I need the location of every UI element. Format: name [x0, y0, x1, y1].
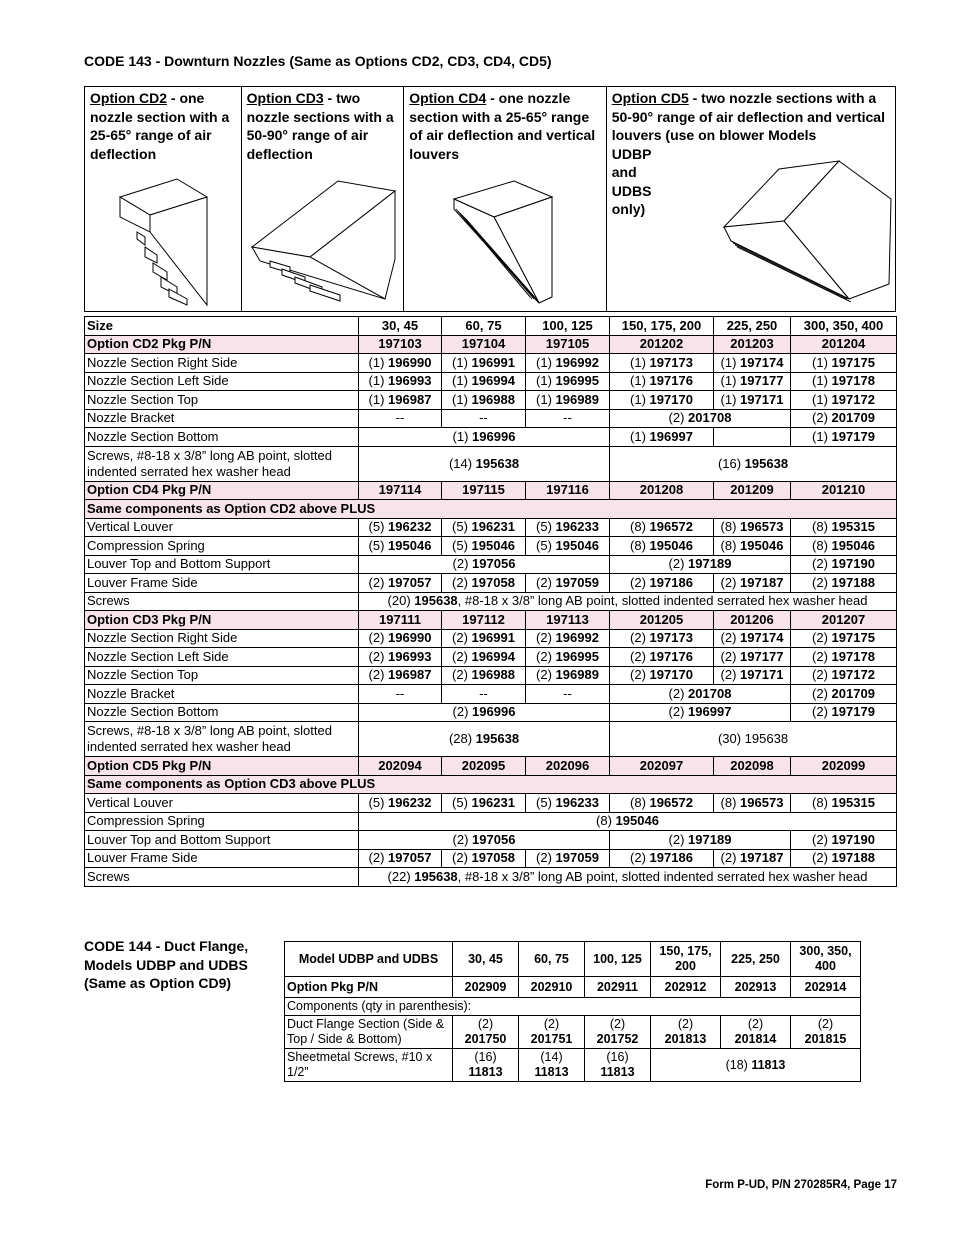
row-label: Louver Top and Bottom Support: [85, 555, 359, 574]
pn-cell: 197114: [359, 481, 442, 500]
qty-cell: (2) 201709: [791, 685, 897, 704]
table-row: [85, 685, 897, 704]
row-label: Nozzle Bracket: [85, 685, 359, 704]
pn-cell: 201206: [714, 611, 791, 630]
row-label: Nozzle Section Left Side: [85, 648, 359, 667]
qty-cell: (2) 196995: [526, 648, 610, 667]
qty-cell: (1) 196991: [442, 354, 526, 373]
qty-cell: (5) 196233: [526, 518, 610, 537]
pn-cell: 201204: [791, 335, 897, 354]
pn-cell: 197116: [526, 481, 610, 500]
qty-cell: (14) 195638: [359, 446, 610, 481]
cd5-pkg-row: [85, 757, 897, 776]
qty-cell: (8) 196572: [610, 794, 714, 813]
table-row: [85, 831, 897, 850]
pn-cell: 202095: [442, 757, 526, 776]
pn-cell: 197115: [442, 481, 526, 500]
qty-cell: (30) 195638: [610, 722, 897, 757]
model-row: [285, 942, 861, 977]
size-cell: 150, 175, 200: [651, 942, 721, 977]
table-row: [85, 629, 897, 648]
table-row: [85, 794, 897, 813]
pn-cell: 202909: [453, 977, 519, 998]
size-cell: 30, 45: [453, 942, 519, 977]
cd4-pkg-label: Option CD4 Pkg P/N: [85, 481, 359, 500]
qty-cell: (2) 201708: [610, 685, 791, 704]
table-row: [85, 648, 897, 667]
table-row: [85, 372, 897, 391]
qty-cell: (8) 195315: [791, 794, 897, 813]
option-cd5-model-2: UDBS: [611, 182, 652, 199]
qty-cell: (5) 195046: [359, 537, 442, 556]
qty-cell: (2) 197059: [526, 849, 610, 868]
pn-cell: 197105: [526, 335, 610, 354]
qty-cell: (2) 197172: [791, 666, 897, 685]
qty-cell: (2) 197058: [442, 574, 526, 593]
table-row: [85, 703, 897, 722]
size-cell: 225, 250: [714, 317, 791, 336]
table-row: [85, 537, 897, 556]
row-label: Screws, #8-18 x 3/8” long AB point, slotted indented serrated hex washer head: [85, 446, 359, 481]
qty-cell: (1) 196993: [359, 372, 442, 391]
qty-cell: (8) 196572: [610, 518, 714, 537]
option-cd3-desc: - two nozzle sections with a 50-90° range of air deflection: [246, 90, 394, 162]
pn-cell: 201209: [714, 481, 791, 500]
table-row: [285, 1049, 861, 1082]
option-cd4-panel: [404, 87, 607, 311]
qty-cell: (1) 196987: [359, 391, 442, 410]
size-cell: 150, 175, 200: [610, 317, 714, 336]
pn-cell: 202098: [714, 757, 791, 776]
qty-cell: (2) 197188: [791, 849, 897, 868]
qty-cell: (2) 196997: [610, 703, 791, 722]
components-row: [285, 998, 861, 1016]
size-label: Size: [85, 317, 359, 336]
pn-cell: 197111: [359, 611, 442, 630]
row-label: Nozzle Section Right Side: [85, 629, 359, 648]
qty-cell: (18) 11813: [651, 1049, 861, 1082]
option-cd3-panel: [242, 87, 405, 311]
row-label: Screws: [85, 868, 359, 887]
qty-cell: (2) 197057: [359, 849, 442, 868]
pn-cell: 197103: [359, 335, 442, 354]
option-illustrations: [84, 86, 896, 312]
qty-cell: --: [359, 409, 442, 428]
row-label: Nozzle Bracket: [85, 409, 359, 428]
pn-cell: 202096: [526, 757, 610, 776]
page-heading: CODE 143 - Downturn Nozzles (Same as Options CD2, CD3, CD4, CD5): [84, 53, 552, 69]
qty-cell: (2) 197171: [714, 666, 791, 685]
qty-cell: (2) 197187: [714, 849, 791, 868]
qty-cell: (5) 196232: [359, 794, 442, 813]
qty-cell: (1) 197176: [610, 372, 714, 391]
option-cd5-and: and: [611, 164, 637, 180]
qty-cell: (28) 195638: [359, 722, 610, 757]
row-label: Screws: [85, 592, 359, 611]
qty-cell: (1) 197170: [610, 391, 714, 410]
qty-cell: (2) 197059: [526, 574, 610, 593]
row-label: Nozzle Section Top: [85, 666, 359, 685]
qty-cell: (2) 196988: [442, 666, 526, 685]
option-cd5-only: only): [611, 201, 646, 217]
qty-cell: (2) 196990: [359, 629, 442, 648]
option-cd5-name: Option CD5: [611, 90, 689, 106]
row-label: Louver Frame Side: [85, 574, 359, 593]
qty-cell: (2) 197176: [610, 648, 714, 667]
qty-cell: (2) 197189: [610, 555, 791, 574]
qty-cell: (1) 197174: [714, 354, 791, 373]
downturn-nozzle-table: [84, 316, 897, 887]
option-cd5-panel: [607, 87, 895, 311]
pn-cell: 201207: [791, 611, 897, 630]
qty-cell: --: [526, 409, 610, 428]
qty-cell: (1) 196996: [359, 428, 610, 447]
qty-cell: (8) 196573: [714, 518, 791, 537]
table-row: [85, 555, 897, 574]
row-label: Compression Spring: [85, 812, 359, 831]
qty-cell: (1) 196994: [442, 372, 526, 391]
pn-cell: 201202: [610, 335, 714, 354]
table-row: [85, 722, 897, 757]
components-label: Components (qty in parenthesis):: [285, 998, 861, 1016]
qty-cell: (14) 11813: [519, 1049, 585, 1082]
table-row: [85, 592, 897, 611]
qty-cell: (5) 195046: [526, 537, 610, 556]
cd4-pkg-row: [85, 481, 897, 500]
qty-cell: (5) 196233: [526, 794, 610, 813]
pn-cell: 202099: [791, 757, 897, 776]
qty-cell: (1) 197178: [791, 372, 897, 391]
nozzle-cd4-illustration: [444, 179, 564, 307]
cd5-pkg-label: Option CD5 Pkg P/N: [85, 757, 359, 776]
table-row: [85, 391, 897, 410]
qty-cell: (2) 197058: [442, 849, 526, 868]
option-cd2-desc: - one nozzle section with a 25-65° range of air deflection: [90, 90, 230, 162]
qty-cell: (1) 197172: [791, 391, 897, 410]
pn-cell: 201203: [714, 335, 791, 354]
pn-cell: 201205: [610, 611, 714, 630]
qty-cell: (1) 197173: [610, 354, 714, 373]
qty-cell: (5) 196231: [442, 794, 526, 813]
qty-cell: (1) 196990: [359, 354, 442, 373]
cd3-pkg-row: [85, 611, 897, 630]
qty-cell: (16) 11813: [453, 1049, 519, 1082]
row-label: Nozzle Section Bottom: [85, 428, 359, 447]
pn-cell: 201210: [791, 481, 897, 500]
row-label: Vertical Louver: [85, 794, 359, 813]
table-row: [85, 354, 897, 373]
qty-cell: (1) 196988: [442, 391, 526, 410]
qty-cell: (2) 197175: [791, 629, 897, 648]
size-cell: 60, 75: [519, 942, 585, 977]
option-cd4-desc: - one nozzle section with a 25-65° range of air deflection and vertical louvers: [409, 90, 596, 162]
qty-cell: (2) 197188: [791, 574, 897, 593]
qty-cell: (2) 201814: [721, 1016, 791, 1049]
table-row: [85, 518, 897, 537]
row-label: Louver Top and Bottom Support: [85, 831, 359, 850]
duct-flange-table: [284, 941, 861, 1082]
table-row: [85, 409, 897, 428]
qty-cell: (20) 195638, #8-18 x 3/8” long AB point, slotted indented serrated hex washer head: [359, 592, 897, 611]
qty-cell: (5) 196231: [442, 518, 526, 537]
qty-cell: (2) 196989: [526, 666, 610, 685]
size-cell: 100, 125: [526, 317, 610, 336]
size-cell: 300, 350, 400: [791, 317, 897, 336]
qty-cell: (1) 197177: [714, 372, 791, 391]
cd2-pkg-label: Option CD2 Pkg P/N: [85, 335, 359, 354]
qty-cell: --: [359, 685, 442, 704]
qty-cell: (1) 196992: [526, 354, 610, 373]
size-row: [85, 317, 897, 336]
code144-heading: CODE 144 - Duct Flange, Models UDBP and UDBS (Same as Option CD9): [84, 938, 249, 991]
qty-cell: (2) 197174: [714, 629, 791, 648]
qty-cell: (2) 196992: [526, 629, 610, 648]
option-cd5-model-1: UDBP: [611, 145, 652, 162]
qty-cell: (16) 11813: [585, 1049, 651, 1082]
qty-cell: (2) 196991: [442, 629, 526, 648]
table-row: [85, 574, 897, 593]
cd2-pkg-row: [85, 335, 897, 354]
qty-cell: (2) 196987: [359, 666, 442, 685]
qty-cell: --: [442, 685, 526, 704]
qty-cell: (2) 197057: [359, 574, 442, 593]
qty-cell: [714, 428, 791, 447]
row-label: Duct Flange Section (Side & Top / Side & Bottom): [285, 1016, 453, 1049]
qty-cell: (2) 201708: [610, 409, 791, 428]
row-label: Nozzle Section Left Side: [85, 372, 359, 391]
qty-cell: (2) 197186: [610, 574, 714, 593]
qty-cell: (2) 201751: [519, 1016, 585, 1049]
qty-cell: (2) 197177: [714, 648, 791, 667]
qty-cell: (2) 197186: [610, 849, 714, 868]
pkg-row: [285, 977, 861, 998]
row-label: Nozzle Section Top: [85, 391, 359, 410]
cd3-pkg-label: Option CD3 Pkg P/N: [85, 611, 359, 630]
qty-cell: (2) 197056: [359, 555, 610, 574]
qty-cell: (2) 201815: [791, 1016, 861, 1049]
qty-cell: (8) 195046: [791, 537, 897, 556]
option-cd5-desc: - two nozzle sections with a 50-90° range of air deflection and vertical louvers (use on blower Models: [611, 90, 885, 143]
qty-cell: (2) 201709: [791, 409, 897, 428]
pn-cell: 201208: [610, 481, 714, 500]
pn-cell: 197112: [442, 611, 526, 630]
row-label: Louver Frame Side: [85, 849, 359, 868]
qty-cell: (2) 197056: [359, 831, 610, 850]
table-row: [85, 446, 897, 481]
cd5-same-row: [85, 775, 897, 794]
row-label: Sheetmetal Screws, #10 x 1/2”: [285, 1049, 453, 1082]
size-cell: 60, 75: [442, 317, 526, 336]
option-cd2-panel: [85, 87, 242, 311]
pn-cell: 202913: [721, 977, 791, 998]
nozzle-cd3-illustration: [250, 179, 400, 309]
same-components-note: Same components as Option CD3 above PLUS: [85, 775, 897, 794]
size-cell: 30, 45: [359, 317, 442, 336]
qty-cell: (2) 197190: [791, 555, 897, 574]
qty-cell: (2) 201813: [651, 1016, 721, 1049]
pkg-label: Option Pkg P/N: [285, 977, 453, 998]
same-components-note: Same components as Option CD2 above PLUS: [85, 500, 897, 519]
nozzle-cd2-illustration: [115, 177, 215, 307]
qty-cell: (2) 197173: [610, 629, 714, 648]
qty-cell: (1) 197179: [791, 428, 897, 447]
qty-cell: (16) 195638: [610, 446, 897, 481]
row-label: Vertical Louver: [85, 518, 359, 537]
qty-cell: (2) 201752: [585, 1016, 651, 1049]
qty-cell: (1) 197171: [714, 391, 791, 410]
qty-cell: (2) 201750: [453, 1016, 519, 1049]
qty-cell: --: [526, 685, 610, 704]
option-cd4-name: Option CD4: [409, 90, 487, 106]
qty-cell: (2) 197170: [610, 666, 714, 685]
qty-cell: (2) 196994: [442, 648, 526, 667]
qty-cell: (2) 197189: [610, 831, 791, 850]
pn-cell: 202097: [610, 757, 714, 776]
row-label: Compression Spring: [85, 537, 359, 556]
qty-cell: (5) 196232: [359, 518, 442, 537]
qty-cell: (2) 196993: [359, 648, 442, 667]
qty-cell: --: [442, 409, 526, 428]
pn-cell: 202914: [791, 977, 861, 998]
qty-cell: (2) 197187: [714, 574, 791, 593]
qty-cell: (8) 196573: [714, 794, 791, 813]
qty-cell: (8) 195315: [791, 518, 897, 537]
size-cell: 100, 125: [585, 942, 651, 977]
table-row: [85, 849, 897, 868]
cd4-same-row: [85, 500, 897, 519]
option-cd3-name: Option CD3: [246, 90, 324, 106]
option-cd2-name: Option CD2: [90, 90, 167, 106]
row-label: Screws, #8-18 x 3/8” long AB point, slotted indented serrated hex washer head: [85, 722, 359, 757]
table-row: [85, 666, 897, 685]
row-label: Nozzle Section Right Side: [85, 354, 359, 373]
qty-cell: (8) 195046: [610, 537, 714, 556]
qty-cell: (8) 195046: [359, 812, 897, 831]
pn-cell: 202912: [651, 977, 721, 998]
qty-cell: (1) 196989: [526, 391, 610, 410]
qty-cell: (5) 195046: [442, 537, 526, 556]
qty-cell: (2) 197190: [791, 831, 897, 850]
pn-cell: 197104: [442, 335, 526, 354]
model-label: Model UDBP and UDBS: [285, 942, 453, 977]
qty-cell: (2) 197178: [791, 648, 897, 667]
nozzle-cd5-illustration: [719, 159, 894, 309]
page-footer: Form P-UD, P/N 270285R4, Page 17: [705, 1179, 897, 1191]
table-row: [85, 428, 897, 447]
qty-cell: (2) 197179: [791, 703, 897, 722]
qty-cell: (1) 197175: [791, 354, 897, 373]
table-row: [85, 868, 897, 887]
qty-cell: (2) 196996: [359, 703, 610, 722]
pn-cell: 197113: [526, 611, 610, 630]
qty-cell: (1) 196995: [526, 372, 610, 391]
size-cell: 300, 350, 400: [791, 942, 861, 977]
pn-cell: 202911: [585, 977, 651, 998]
pn-cell: 202094: [359, 757, 442, 776]
table-row: [85, 812, 897, 831]
qty-cell: (1) 196997: [610, 428, 714, 447]
row-label: Nozzle Section Bottom: [85, 703, 359, 722]
qty-cell: (22) 195638, #8-18 x 3/8” long AB point, slotted indented serrated hex washer head: [359, 868, 897, 887]
size-cell: 225, 250: [721, 942, 791, 977]
pn-cell: 202910: [519, 977, 585, 998]
qty-cell: (8) 195046: [714, 537, 791, 556]
table-row: [285, 1016, 861, 1049]
